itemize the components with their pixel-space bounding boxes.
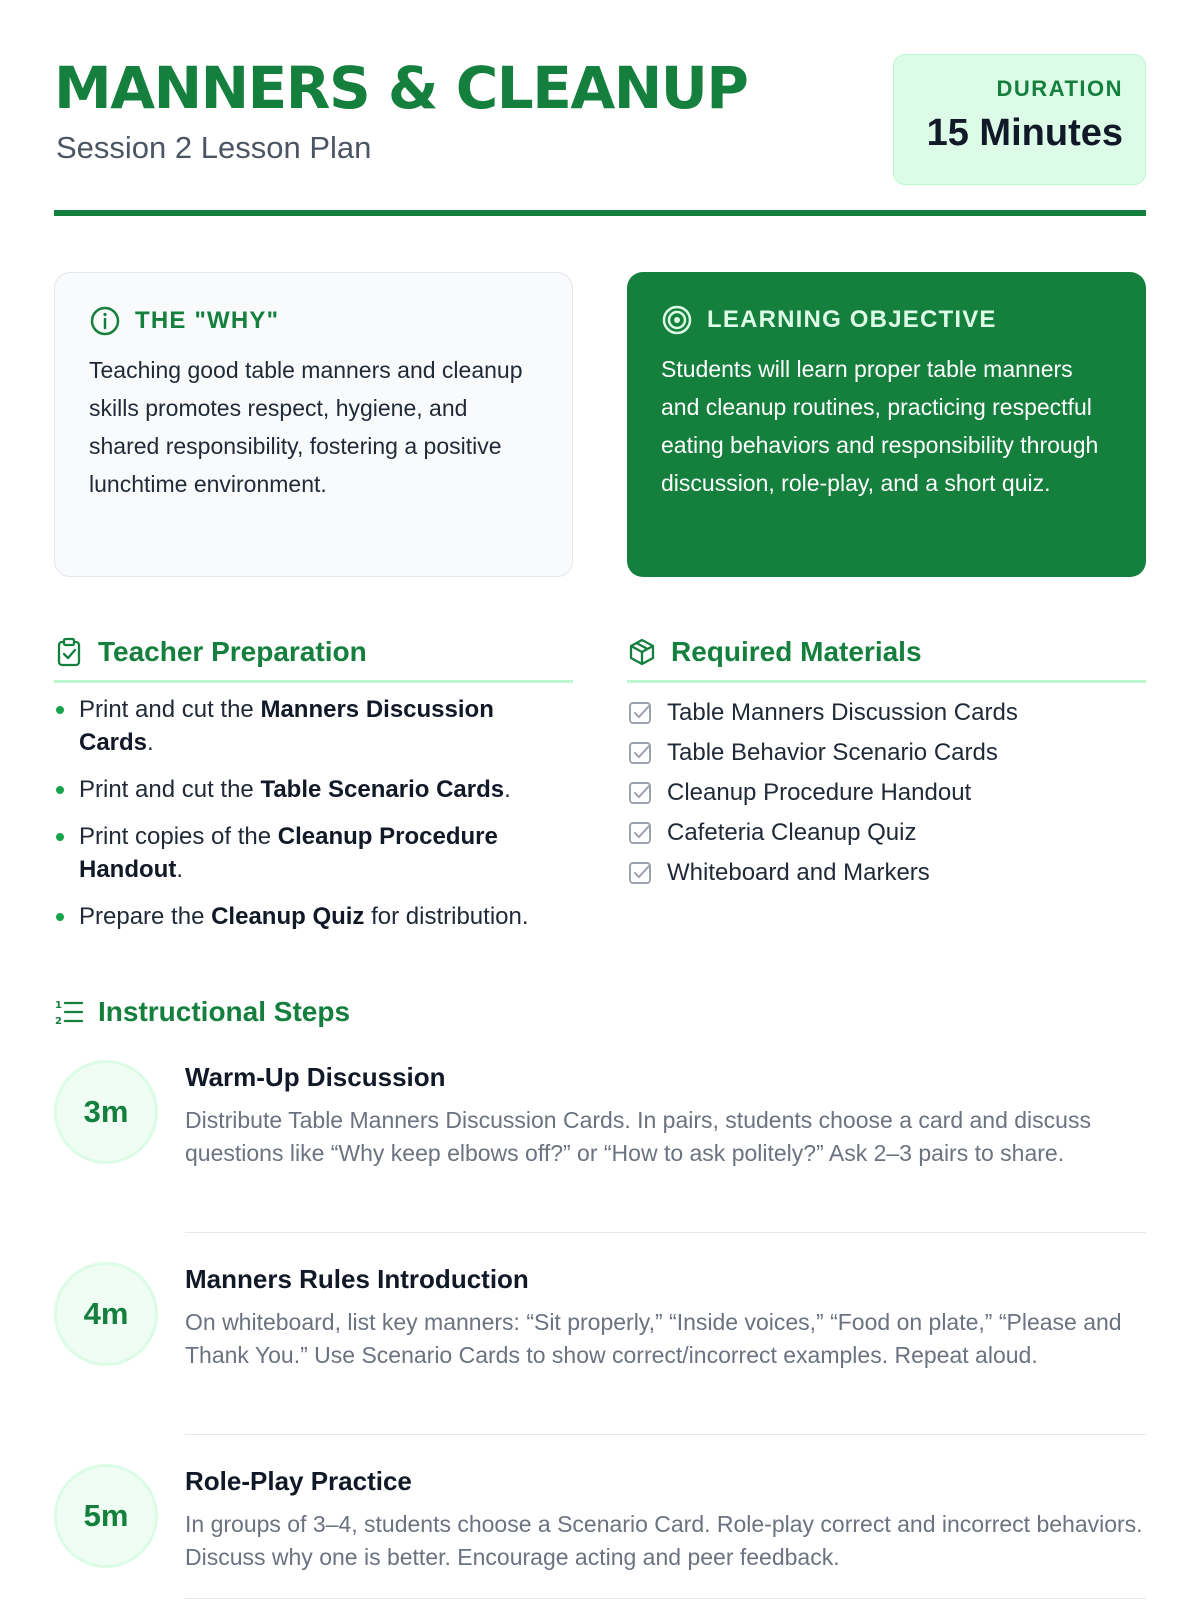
duration-label: DURATION (996, 76, 1123, 101)
why-card (54, 272, 573, 577)
step-warm-up (54, 1060, 1146, 1250)
step-role-play (54, 1464, 1146, 1600)
list-item: Cafeteria Cleanup Quiz (627, 813, 1146, 853)
checkbox-checked-icon (627, 860, 653, 886)
materials-list (627, 693, 1146, 893)
preparation-header (54, 629, 367, 675)
page-title: MANNERS & CLEANUP (54, 54, 748, 122)
checkbox-checked-icon (627, 740, 653, 766)
list-item: Print copies of the Cleanup Procedure Handout. (54, 820, 573, 886)
objective-text: Students will learn proper table manners and cleanup routines, practicing respectful eating behaviors and responsibility through discussion, role-play, and a short quiz. (661, 356, 1099, 496)
target-icon (661, 304, 693, 336)
step-description: Distribute Table Manners Discussion Cards. In pairs, students choose a card and discuss questions like “Why keep elbows off?” or “How to ask politely?” Ask 2–3 pairs to share. (185, 1107, 1091, 1166)
preparation-heading: Teacher Preparation (98, 636, 367, 667)
step-time-badge: 4m (54, 1262, 158, 1366)
list-item: Table Manners Discussion Cards (627, 693, 1146, 733)
info-icon (89, 305, 121, 337)
duration-badge (893, 54, 1146, 185)
header-divider (54, 210, 1146, 216)
step-divider (185, 1232, 1146, 1233)
preparation-list (54, 693, 573, 947)
step-divider (185, 1598, 1146, 1599)
duration-value: 15 Minutes (926, 112, 1123, 154)
materials-heading: Required Materials (671, 636, 922, 667)
svg-text:1: 1 (55, 1000, 62, 1011)
step-title: Role-Play Practice (185, 1466, 412, 1496)
list-item: Print and cut the Table Scenario Cards. (54, 773, 573, 806)
list-item: Table Behavior Scenario Cards (627, 733, 1146, 773)
materials-divider (627, 680, 1146, 683)
step-title: Manners Rules Introduction (185, 1264, 529, 1294)
objective-card (627, 272, 1146, 577)
list-item: Prepare the Cleanup Quiz for distribution. (54, 900, 573, 933)
preparation-divider (54, 680, 573, 683)
page-subtitle: Session 2 Lesson Plan (56, 130, 372, 165)
lesson-plan-page (54, 0, 1146, 1600)
objective-heading: LEARNING OBJECTIVE (707, 306, 997, 333)
step-manners-rules (54, 1262, 1146, 1452)
why-text: Teaching good table manners and cleanup skills promotes respect, hygiene, and shared responsibility, fostering a positive lunchtime environment. (89, 357, 523, 497)
checkbox-checked-icon (627, 820, 653, 846)
why-heading: THE "WHY" (135, 307, 280, 334)
list-item: Whiteboard and Markers (627, 853, 1146, 893)
header (54, 52, 1146, 212)
list-item: Print and cut the Manners Discussion Cards. (54, 693, 573, 759)
checkbox-checked-icon (627, 780, 653, 806)
step-description: In groups of 3–4, students choose a Scenario Card. Role-play correct and incorrect behaviors. Discuss why one is better. Encourage acting and peer feedback. (185, 1511, 1143, 1570)
checkbox-checked-icon (627, 700, 653, 726)
list-item: Cleanup Procedure Handout (627, 773, 1146, 813)
materials-header (627, 629, 922, 675)
numbered-list-icon (54, 997, 84, 1027)
step-divider (185, 1434, 1146, 1435)
step-description: On whiteboard, list key manners: “Sit properly,” “Inside voices,” “Food on plate,” “Please and Thank You.” Use Scenario Cards to show correct/incorrect examples. Repeat aloud. (185, 1309, 1122, 1368)
steps-header (54, 989, 350, 1035)
package-icon (627, 637, 657, 667)
step-time-badge: 3m (54, 1060, 158, 1164)
svg-text:2: 2 (55, 1016, 62, 1027)
step-title: Warm-Up Discussion (185, 1062, 446, 1092)
steps-heading: Instructional Steps (98, 996, 351, 1027)
step-time-badge: 5m (54, 1464, 158, 1568)
clipboard-check-icon (54, 637, 84, 667)
